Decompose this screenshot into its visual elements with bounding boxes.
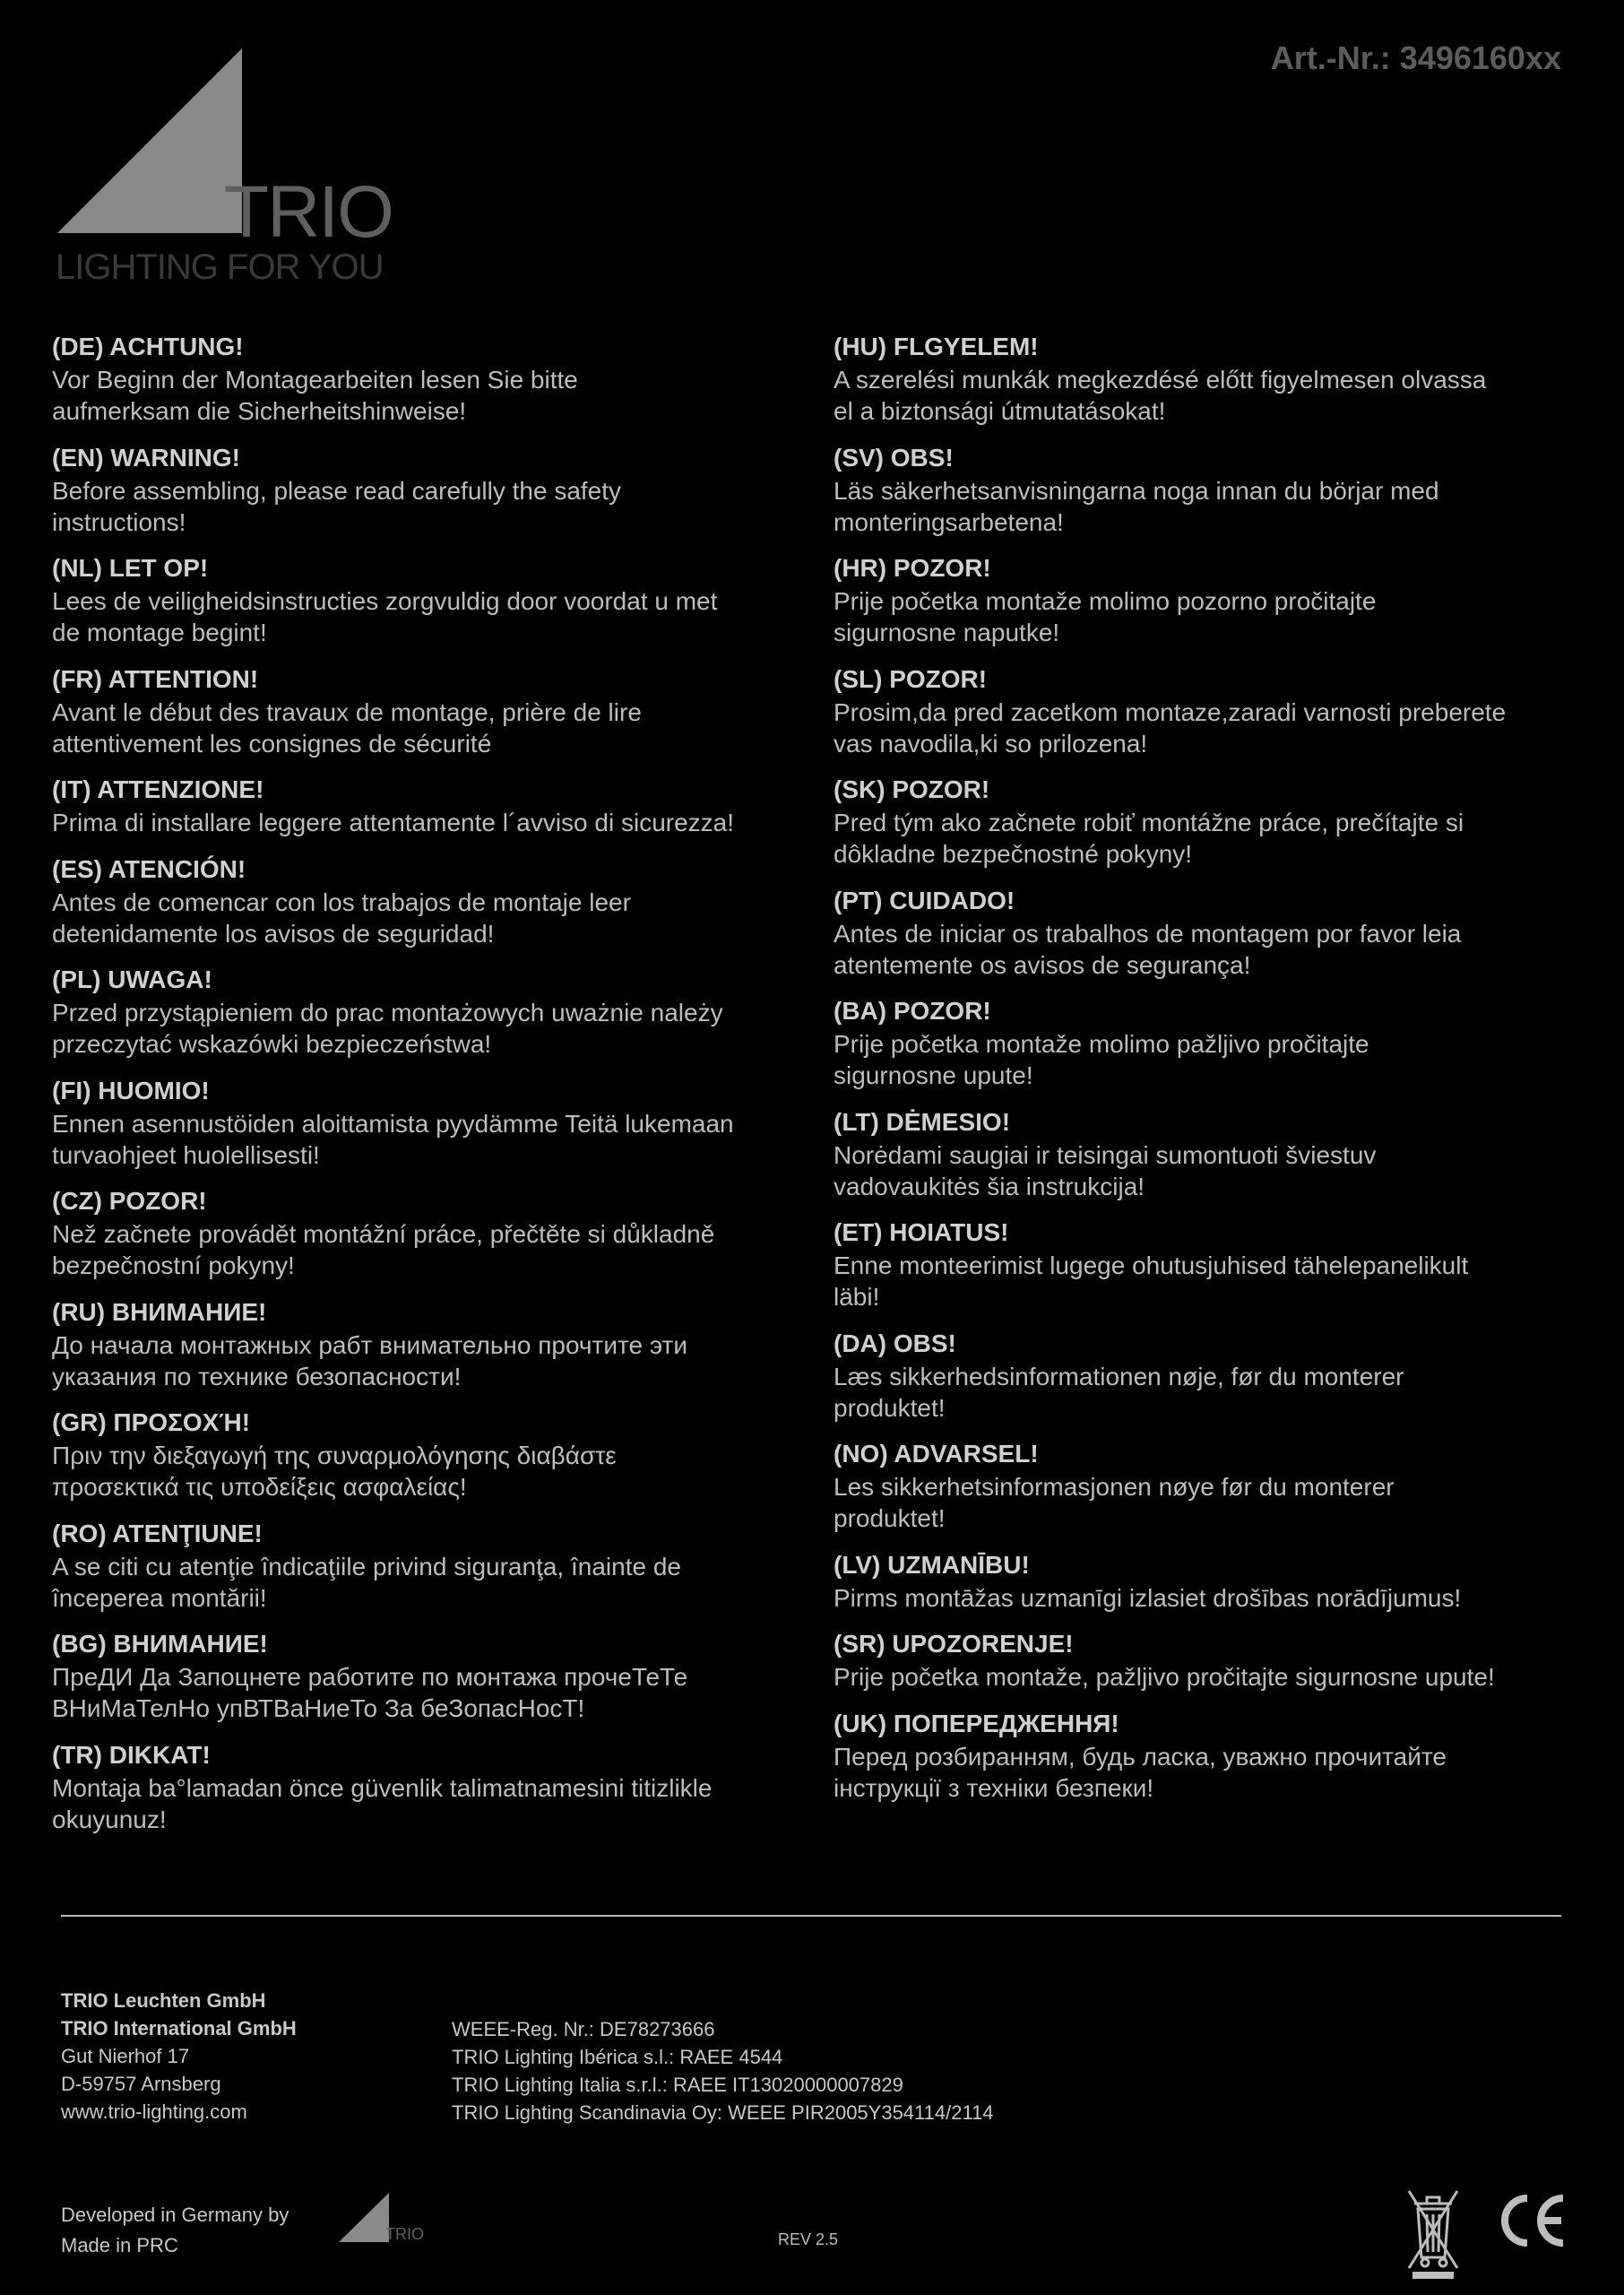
warning-line: ПреДИ Да Запоцнете работите по монтажа прочеТеТе: [52, 1663, 688, 1691]
warning-line: Než začnete provádět montážní práce, přečtěte si důkladně: [52, 1220, 715, 1248]
warning-line: dôkladne bezpečnostné pokyny!: [834, 840, 1193, 868]
warning-line: Πριν την διεξαγωγή της συναρμολόγησης διαβάστε: [52, 1442, 617, 1469]
weee-line: TRIO Lighting Scandinavia Oy: WEEE PIR2005Y354114/2114: [452, 2101, 994, 2124]
warning-heading: (ET) HOIATUS!: [834, 1218, 1009, 1246]
warning-line: de montage begint!: [52, 619, 267, 646]
warning-heading: (UK) ПОПЕРЕДЖЕННЯ!: [834, 1709, 1119, 1737]
warning-ba: [834, 994, 1604, 1091]
warning-line: Pred tým ako začnete robiť montážne práce, prečítajte si: [834, 809, 1464, 836]
warning-line: Pirms montāžas uzmanīgi izlasiet drošības norādījumus!: [834, 1583, 1462, 1612]
warning-heading: (CZ) POZOR!: [52, 1187, 207, 1215]
warning-heading: (FR) ATTENTION!: [52, 664, 259, 693]
warning-heading: (RO) ATENŢIUNE!: [52, 1519, 263, 1547]
logo-tagline: LIGHTING FOR YOU: [56, 247, 384, 287]
small-logo-triangle-icon: [337, 2191, 391, 2243]
warning-line: ВНиМаТелНо упВТВаНиеТо За беЗопасНосТ!: [52, 1694, 585, 1722]
warning-sl: [834, 663, 1604, 759]
warning-et: [834, 1216, 1604, 1312]
small-logo-brand: TRIO: [385, 2225, 424, 2243]
warning-pt: [834, 884, 1604, 981]
logo-triangle-icon: [56, 45, 253, 235]
warning-line: Prosim,da pred zacetkom montaze,zaradi varnosti preberete: [834, 697, 1507, 726]
warning-sk: [834, 773, 1604, 870]
warning-line: Prima di installare leggere attentamente l´avviso di sicurezza!: [52, 809, 735, 836]
warning-ru: [52, 1295, 823, 1392]
address-line: Gut Nierhof 17: [61, 2045, 190, 2067]
warning-tr: [52, 1738, 823, 1835]
warnings-right-column: [834, 330, 1604, 1817]
warning-hu: [834, 330, 1604, 427]
address-line: D-59757 Arnsberg: [61, 2073, 221, 2095]
warning-heading: (NO) ADVARSEL!: [834, 1440, 1039, 1468]
warning-line: інструкції з техніки безпеки!: [834, 1773, 1154, 1802]
warning-no: [834, 1437, 1604, 1534]
warning-line: el a biztonsági útmutatásokat!: [834, 397, 1166, 425]
warning-fi: [52, 1074, 823, 1171]
warning-line: vas navodila,ki so prilozena!: [834, 729, 1148, 758]
warning-bg: [52, 1627, 823, 1724]
warning-line: attentivement les consignes de sécurité: [52, 729, 492, 758]
warning-it: [52, 773, 823, 838]
warning-heading: (LT) DĖMESIO!: [834, 1107, 1011, 1136]
warning-line: До начала монтажных рабт внимательно прочтите эти: [52, 1330, 687, 1359]
crossed-bin-icon: [1405, 2184, 1461, 2281]
warning-uk: [834, 1707, 1604, 1804]
warning-heading: (SV) OBS!: [834, 443, 954, 472]
warning-line: προσεκτικά τις υποδείξεις ασφαλείας!: [52, 1473, 467, 1501]
warning-sv: [834, 441, 1604, 538]
warning-line: указания по технике безопасности!: [52, 1362, 462, 1390]
warning-heading: (EN) WARNING!: [52, 443, 240, 472]
warning-line: Vor Beginn der Montagearbeiten lesen Sie bitte: [52, 366, 578, 394]
warning-line: Læs sikkerhedsinformationen nøje, før du monterer: [834, 1362, 1404, 1390]
warning-line: Przed przystąpieniem do prac montażowych uważnie należy: [52, 999, 723, 1026]
small-trio-logo: [337, 2191, 427, 2248]
warning-heading: (DA) OBS!: [834, 1329, 956, 1357]
warning-heading: (FI) HUOMIO!: [52, 1076, 210, 1104]
revision: REV 2.5: [778, 2230, 839, 2248]
trio-logo: [56, 45, 396, 287]
warning-heading: (BA) POZOR!: [834, 997, 991, 1025]
warning-ro: [52, 1517, 823, 1614]
warning-line: produktet!: [834, 1504, 946, 1532]
warning-line: okuyunuz!: [52, 1805, 167, 1833]
warning-heading: (ES) ATENCIÓN!: [52, 854, 246, 883]
warning-line: Les sikkerhetsinformasjonen nøye før du monterer: [834, 1473, 1395, 1501]
warning-line: vadovaukitės šia instrukcija!: [834, 1172, 1145, 1200]
footer-divider: [61, 1915, 1561, 1917]
warnings-left-column: [52, 330, 823, 1849]
warning-line: sigurnosne upute!: [834, 1061, 1033, 1089]
warning-line: Antes de comencar con los trabajos de montaje leer: [52, 888, 631, 916]
warning-hr: [834, 551, 1604, 648]
warning-line: A szerelési munkák megkezdésé előtt figyelmesen olvassa: [834, 366, 1487, 394]
warning-heading: (DE) ACHTUNG!: [52, 333, 244, 360]
warning-pl: [52, 963, 823, 1060]
warning-lv: [834, 1548, 1604, 1614]
warning-line: începerea montării!: [52, 1583, 267, 1612]
warning-heading: (GR) ΠΡΟΣΟΧΉ!: [52, 1408, 251, 1436]
warning-line: Перед розбиранням, будь ласка, уважно прочитайте: [834, 1742, 1447, 1771]
warning-heading: (SK) POZOR!: [834, 775, 990, 803]
weee-line: TRIO Lighting Ibérica s.l.: RAEE 4544: [452, 2046, 783, 2068]
warning-heading: (NL) LET OP!: [52, 554, 209, 582]
warning-heading: (HR) POZOR!: [834, 554, 991, 582]
warning-heading: (PT) CUIDADO!: [834, 886, 1015, 914]
warning-line: Ennen asennustöiden aloittamista pyydämme Teitä lukemaan: [52, 1109, 734, 1138]
warning-line: Prije početka montaže molimo pažljivo pročitajte: [834, 1030, 1369, 1058]
warning-gr: [52, 1406, 823, 1503]
made-in: Made in PRC: [61, 2234, 178, 2256]
warning-line: aufmerksam die Sicherheitshinweise!: [52, 397, 467, 425]
weee-line: TRIO Lighting Italia s.r.l.: RAEE IT13020000007829: [452, 2074, 903, 2096]
company-name: TRIO Leuchten GmbH: [61, 1989, 266, 2012]
warning-heading: (SR) UPOZORENJE!: [834, 1630, 1074, 1658]
ce-mark-icon: [1497, 2193, 1568, 2248]
warning-line: detenidamente los avisos de seguridad!: [52, 919, 495, 948]
warning-heading: (TR) DIKKAT!: [52, 1740, 211, 1769]
warning-heading: (HU) FLGYELEM!: [834, 333, 1039, 360]
warning-heading: (RU) ВНИМАНИЕ!: [52, 1297, 267, 1326]
warning-line: Lees de veiligheidsinstructies zorgvuldig door voordat u met: [52, 587, 718, 615]
warning-heading: (BG) ВНИМАНИЕ!: [52, 1630, 268, 1658]
warning-heading: (IT) ATTENZIONE!: [52, 775, 264, 803]
warning-line: Norėdami saugiai ir teisingai sumontuoti šviestuv: [834, 1140, 1377, 1169]
developed-in: Developed in Germany by: [61, 2204, 289, 2226]
warning-line: instructions!: [52, 507, 186, 536]
warning-line: turvaohjeet huolellisesti!: [52, 1140, 320, 1169]
company-name: TRIO International GmbH: [61, 2017, 297, 2040]
art-number: Art.-Nr.: 3496160xx: [1270, 39, 1561, 76]
warning-fr: [52, 663, 823, 759]
warning-line: läbi!: [834, 1283, 880, 1311]
company-address: [61, 1987, 297, 2126]
warning-line: monteringsarbetena!: [834, 507, 1064, 536]
warning-de: [52, 330, 823, 427]
warning-line: atentemente os avisos de segurança!: [834, 950, 1251, 979]
warning-cz: [52, 1184, 823, 1281]
warning-line: Avant le début des travaux de montage, prière de lire: [52, 697, 642, 726]
logo-brand: TRIO: [224, 171, 393, 253]
weee-line: WEEE-Reg. Nr.: DE78273666: [452, 2018, 715, 2040]
warning-line: Läs säkerhetsanvisningarna noga innan du börjar med: [834, 476, 1439, 505]
warning-line: Prije početka montaže molimo pozorno pročitajte: [834, 587, 1377, 615]
warning-line: Montaja ba°lamadan önce güvenlik talimatnamesini titizlikle: [52, 1773, 713, 1802]
warning-line: Antes de iniciar os trabalhos de montagem por favor leia: [834, 919, 1462, 948]
warning-line: Prije početka montaže, pažljivo pročitajte sigurnosne upute!: [834, 1663, 1495, 1691]
warning-lt: [834, 1105, 1604, 1202]
website: www.trio-lighting.com: [61, 2100, 247, 2123]
warning-line: produktet!: [834, 1393, 946, 1422]
warning-heading: (SL) POZOR!: [834, 664, 988, 693]
warning-line: bezpečnostní pokyny!: [52, 1251, 295, 1279]
weee-registrations: [452, 2015, 994, 2126]
warning-es: [52, 853, 823, 949]
warning-heading: (LV) UZMANĪBU!: [834, 1550, 1030, 1579]
warning-nl: [52, 551, 823, 648]
warning-line: Before assembling, please read carefully the safety: [52, 476, 622, 505]
warning-da: [834, 1327, 1604, 1424]
warning-heading: (PL) UWAGA!: [52, 966, 212, 993]
origin-info: [61, 2200, 289, 2261]
warning-line: przeczytać wskazówki bezpieczeństwa!: [52, 1030, 492, 1058]
warning-line: Enne monteerimist lugege ohutusjuhised tähelepanelikult: [834, 1251, 1469, 1279]
warning-line: A se citi cu atenţie îndicaţiile privind siguranţa, înainte de: [52, 1552, 681, 1581]
warning-en: [52, 441, 823, 538]
warning-sr: [834, 1627, 1604, 1693]
warning-line: sigurnosne naputke!: [834, 619, 1060, 646]
